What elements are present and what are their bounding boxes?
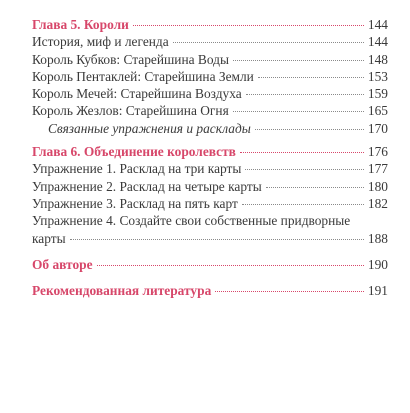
toc-chapter-title: Рекомендованная литература bbox=[32, 283, 212, 299]
toc-page-number: 182 bbox=[367, 195, 388, 211]
toc-page-number: 177 bbox=[367, 161, 388, 177]
toc-entry-multiline[interactable] bbox=[32, 212, 388, 247]
dot-leader bbox=[242, 204, 364, 205]
toc-entry[interactable] bbox=[32, 33, 388, 50]
dot-leader bbox=[258, 77, 364, 78]
toc-entry-title: История, миф и легенда bbox=[32, 34, 169, 50]
toc-entry-title: Король Жезлов: Старейшина Огня bbox=[32, 103, 229, 119]
dot-leader bbox=[133, 25, 364, 26]
toc-entry-title: Король Мечей: Старейшина Воздуха bbox=[32, 86, 242, 102]
toc-chapter-6[interactable] bbox=[32, 143, 388, 160]
toc-page-number: 144 bbox=[367, 17, 388, 32]
toc-page-number: 191 bbox=[367, 283, 388, 299]
toc-chapter-title: Глава 6. Объединение королевств bbox=[32, 144, 236, 160]
toc-entry[interactable] bbox=[32, 160, 388, 177]
toc-entry-title: Упражнение 1. Расклад на три карты bbox=[32, 161, 242, 177]
toc-entry[interactable] bbox=[32, 178, 388, 195]
toc-entry-title: Упражнение 3. Расклад на пять карт bbox=[32, 195, 238, 211]
toc-entry-title-line1: Упражнение 4. Создайте свои собственные придворные bbox=[32, 213, 351, 229]
toc-page-number: 144 bbox=[367, 34, 388, 50]
toc-page-number: 148 bbox=[367, 51, 388, 67]
toc-page-number: 165 bbox=[367, 103, 388, 119]
dot-leader bbox=[97, 265, 364, 266]
dot-leader bbox=[245, 169, 364, 170]
dot-leader bbox=[215, 291, 364, 292]
toc-page-number: 176 bbox=[367, 144, 388, 160]
toc-chapter-title: Об авторе bbox=[32, 256, 93, 272]
dot-leader bbox=[233, 60, 364, 61]
toc-page-number: 190 bbox=[367, 256, 388, 272]
toc-entry-title: Король Кубков: Старейшина Воды bbox=[32, 51, 229, 67]
dot-leader bbox=[173, 42, 364, 43]
toc-chapter-title: Глава 5. Короли bbox=[32, 17, 129, 32]
spacer bbox=[32, 273, 388, 282]
toc-page-number: 170 bbox=[367, 120, 388, 136]
toc-page-number: 159 bbox=[367, 86, 388, 102]
toc-entry[interactable] bbox=[32, 51, 388, 68]
dot-leader bbox=[70, 239, 364, 240]
toc-entry[interactable] bbox=[32, 68, 388, 85]
dot-leader bbox=[255, 129, 364, 130]
toc-entry-related[interactable] bbox=[32, 120, 388, 137]
toc-about-author[interactable] bbox=[32, 256, 388, 273]
toc-page-number: 188 bbox=[367, 230, 388, 246]
dot-leader bbox=[233, 111, 364, 112]
toc-entry-title: Упражнение 2. Расклад на четыре карты bbox=[32, 178, 262, 194]
toc-chapter-5[interactable] bbox=[32, 16, 388, 33]
toc-entry[interactable] bbox=[32, 195, 388, 212]
toc-page-number: 180 bbox=[367, 178, 388, 194]
dot-leader bbox=[240, 152, 364, 153]
toc-entry-title-line2: карты bbox=[32, 230, 66, 246]
toc-entry-title: Связанные упражнения и расклады bbox=[48, 120, 251, 136]
dot-leader bbox=[266, 187, 364, 188]
toc-recommended-literature[interactable] bbox=[32, 282, 388, 299]
toc-entry[interactable] bbox=[32, 85, 388, 102]
toc-entry[interactable] bbox=[32, 102, 388, 119]
table-of-contents bbox=[32, 16, 388, 299]
dot-leader bbox=[246, 94, 364, 95]
toc-entry-title: Король Пентаклей: Старейшина Земли bbox=[32, 68, 254, 84]
spacer bbox=[32, 247, 388, 256]
toc-page-number: 153 bbox=[367, 68, 388, 84]
